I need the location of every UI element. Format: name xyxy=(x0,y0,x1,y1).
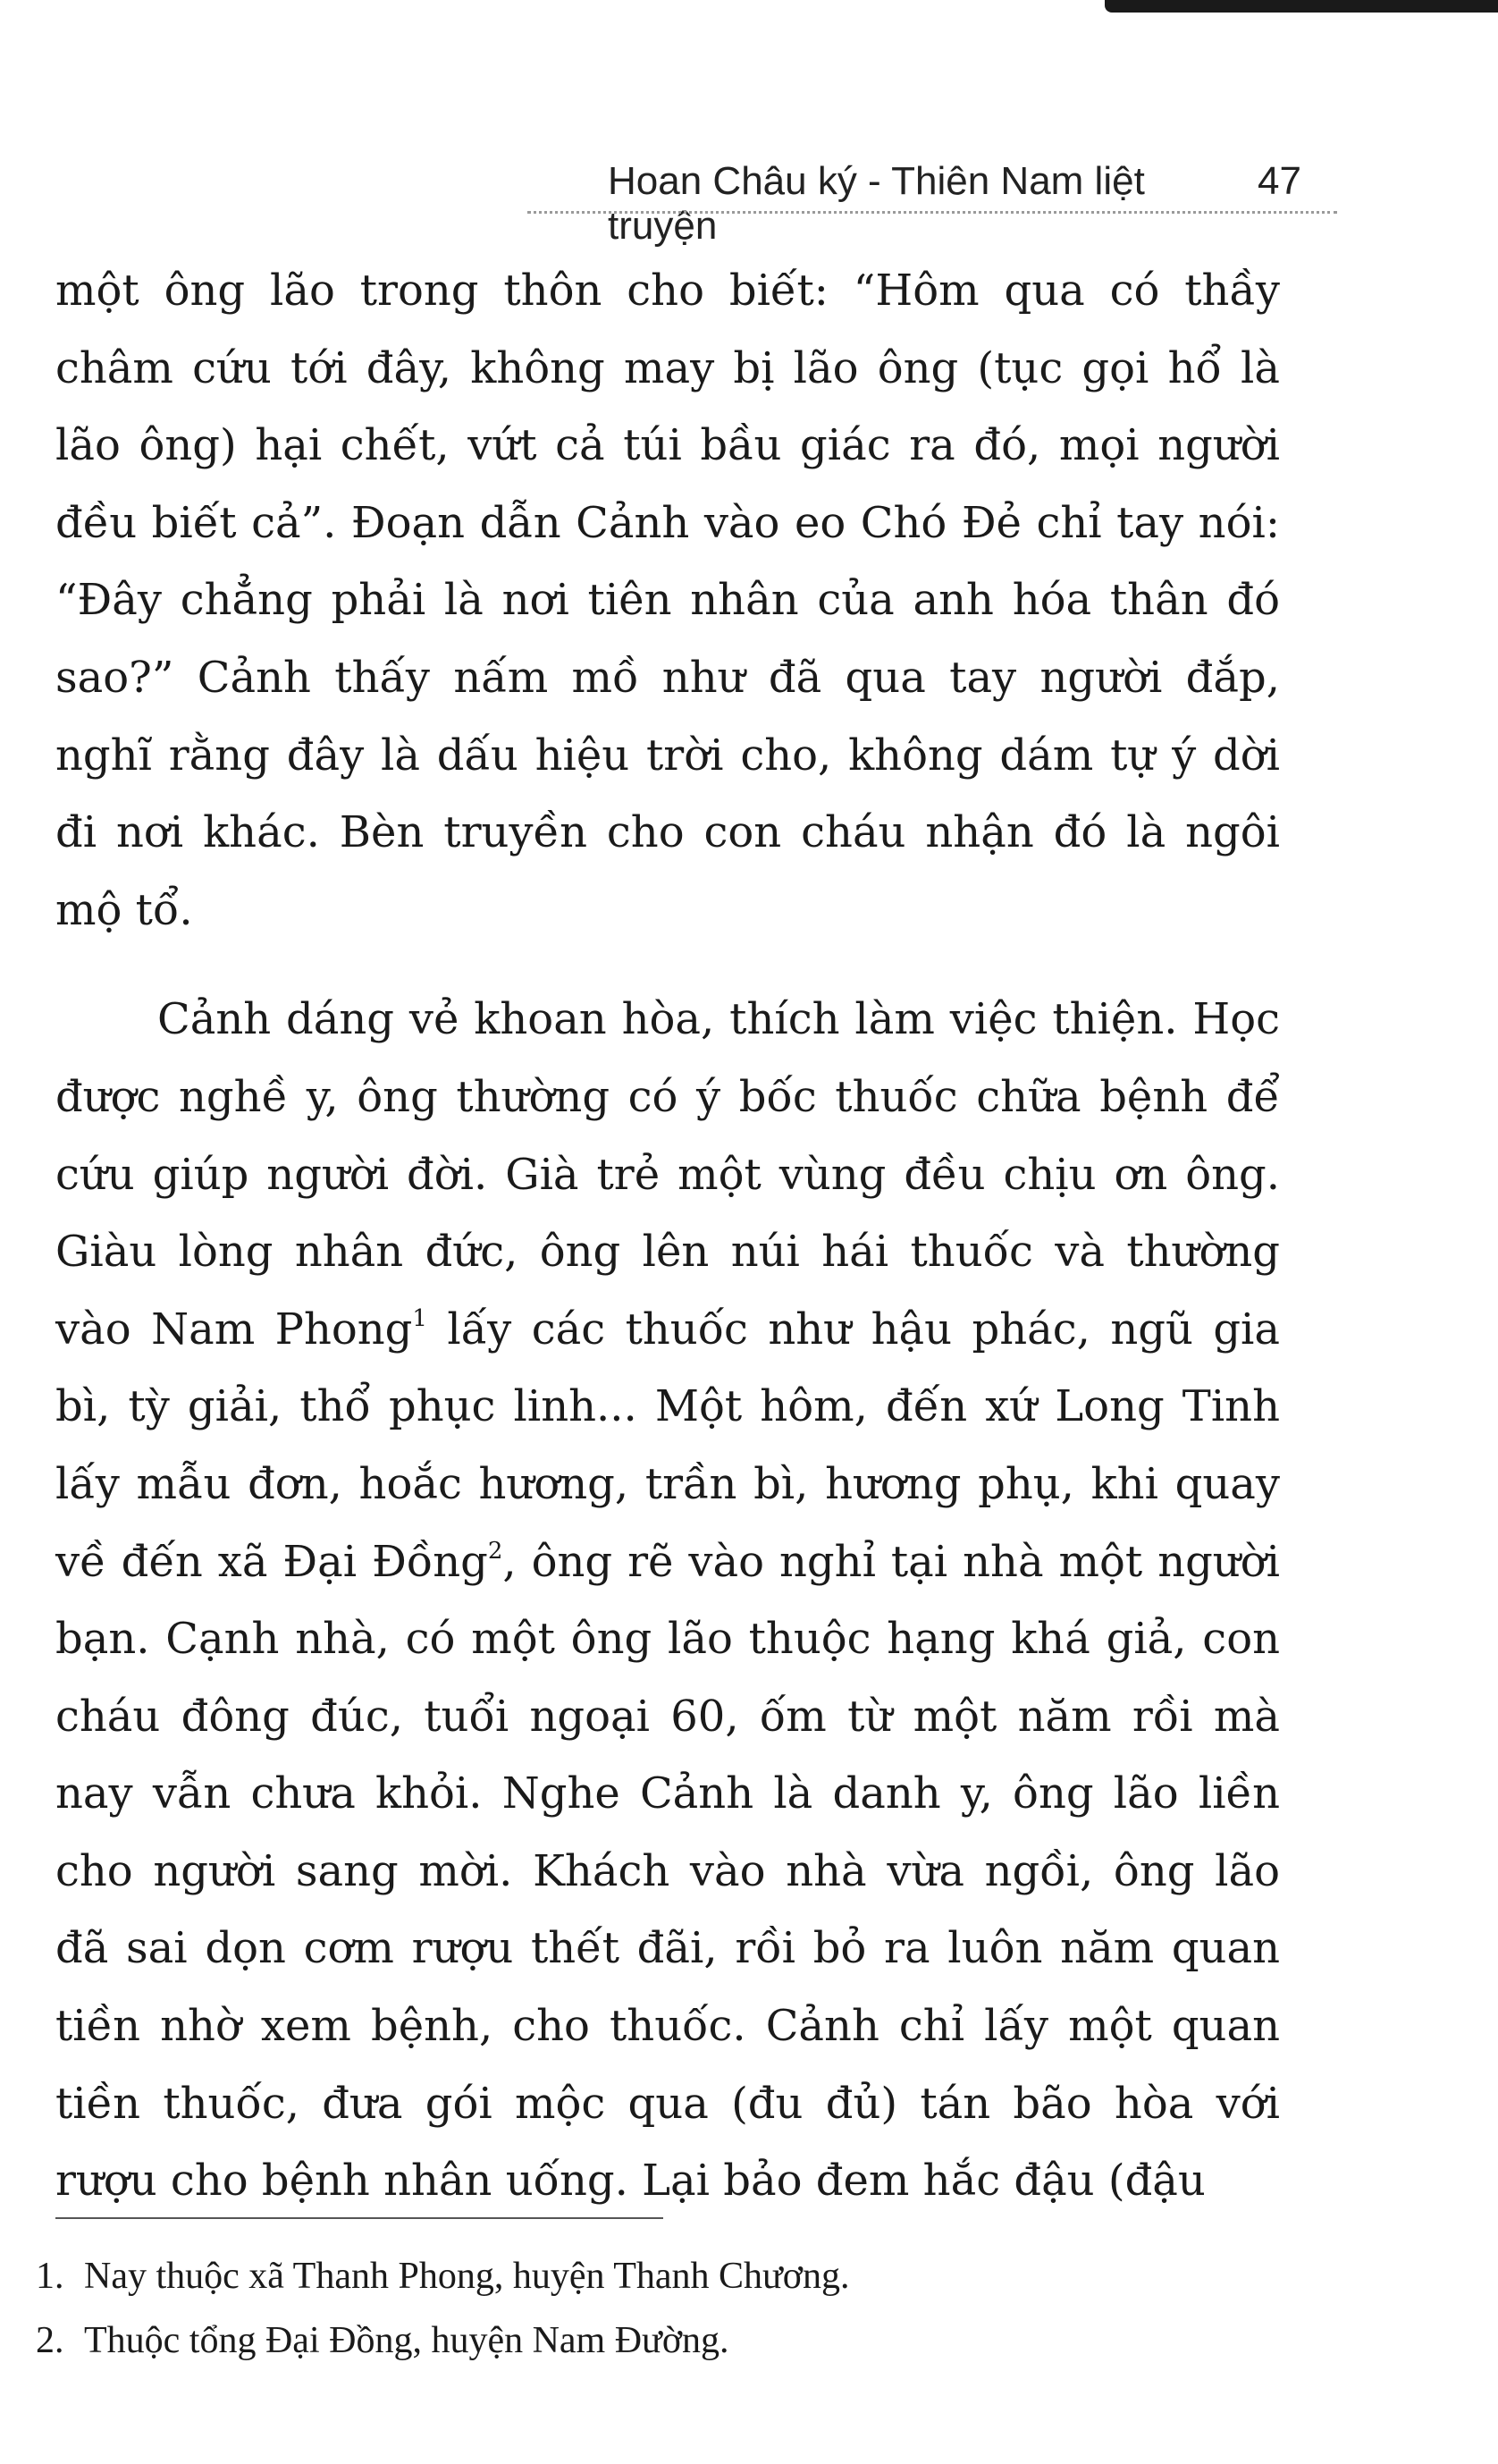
running-header xyxy=(608,159,1301,248)
running-header-title: Hoan Châu ký - Thiên Nam liệt truyện xyxy=(608,159,1145,248)
footnote-divider xyxy=(55,2217,663,2219)
page-number: 47 xyxy=(1258,159,1301,203)
footnote-number: 1. xyxy=(36,2256,64,2297)
paragraph-2-part-1: Cảnh dáng vẻ khoan hòa, thích làm việc thiện. Học được nghề y, ông thường có ý bốc thuốc chữa bệnh để cứu giúp người đời. Già trẻ một vùng đều chịu ơn ông. Giàu lòng nhân đức, ông lên núi hái thuốc và thường vào Nam Phong xyxy=(55,994,1280,1354)
header-divider xyxy=(527,211,1337,214)
paragraph-2-part-2: lấy các thuốc như hậu phác, ngũ gia bì, tỳ giải, thổ phục linh... Một hôm, đến xứ Long Tinh lấy mẫu đơn, hoắc hương, trần bì, hương phụ, khi quay về đến xã Đại Đồng xyxy=(55,1304,1281,1587)
footnote-ref-2: 2 xyxy=(487,1537,503,1565)
footnote-item xyxy=(36,2308,1198,2373)
footnotes xyxy=(36,2244,1198,2373)
body-text xyxy=(55,252,1280,2220)
paragraph-2-part-3: , ông rẽ vào nghỉ tại nhà một người bạn. Cạnh nhà, có một ông lão thuộc hạng khá giả, con cháu đông đúc, tuổi ngoại 60, ốm từ một năm rồi mà nay vẫn chưa khỏi. Nghe Cảnh là danh y, ông lão liền cho người sang mời. Khách vào nhà vừa ngồi, ông lão đã sai dọn cơm rượu thết đãi, rồi bỏ ra luôn năm quan tiền nhờ xem bệnh, cho thuốc. Cảnh chỉ lấy một quan tiền thuốc, đưa gói mộc qua (đu đủ) tán bão hòa với rượu cho bệnh nhân uống. Lại bảo đem hắc đậu (đậu xyxy=(55,1536,1280,2207)
footnote-ref-1: 1 xyxy=(412,1304,427,1332)
footnote-text: Thuộc tổng Đại Đồng, huyện Nam Đường. xyxy=(84,2320,729,2361)
footnote-number: 2. xyxy=(36,2320,64,2361)
footnote-text: Nay thuộc xã Thanh Phong, huyện Thanh Chương. xyxy=(84,2256,850,2297)
page-edge-shadow xyxy=(1105,0,1498,13)
paragraph-1: một ông lão trong thôn cho biết: “Hôm qua có thầy châm cứu tới đây, không may bị lão ông (tục gọi hổ là lão ông) hại chết, vứt cả túi bầu giác ra đó, mọi người đều biết cả”. Đoạn dẫn Cảnh vào eo Chó Đẻ chỉ tay nói: “Đây chẳng phải là nơi tiên nhân của anh hóa thân đó sao?” Cảnh thấy nấm mồ như đã qua tay người đắp, nghĩ rằng đây là dấu hiệu trời cho, không dám tự ý dời đi nơi khác. Bèn truyền cho con cháu nhận đó là ngôi mộ tổ. xyxy=(55,266,1280,935)
footnote-item xyxy=(36,2244,1198,2308)
paragraph-2 xyxy=(55,981,1280,2220)
